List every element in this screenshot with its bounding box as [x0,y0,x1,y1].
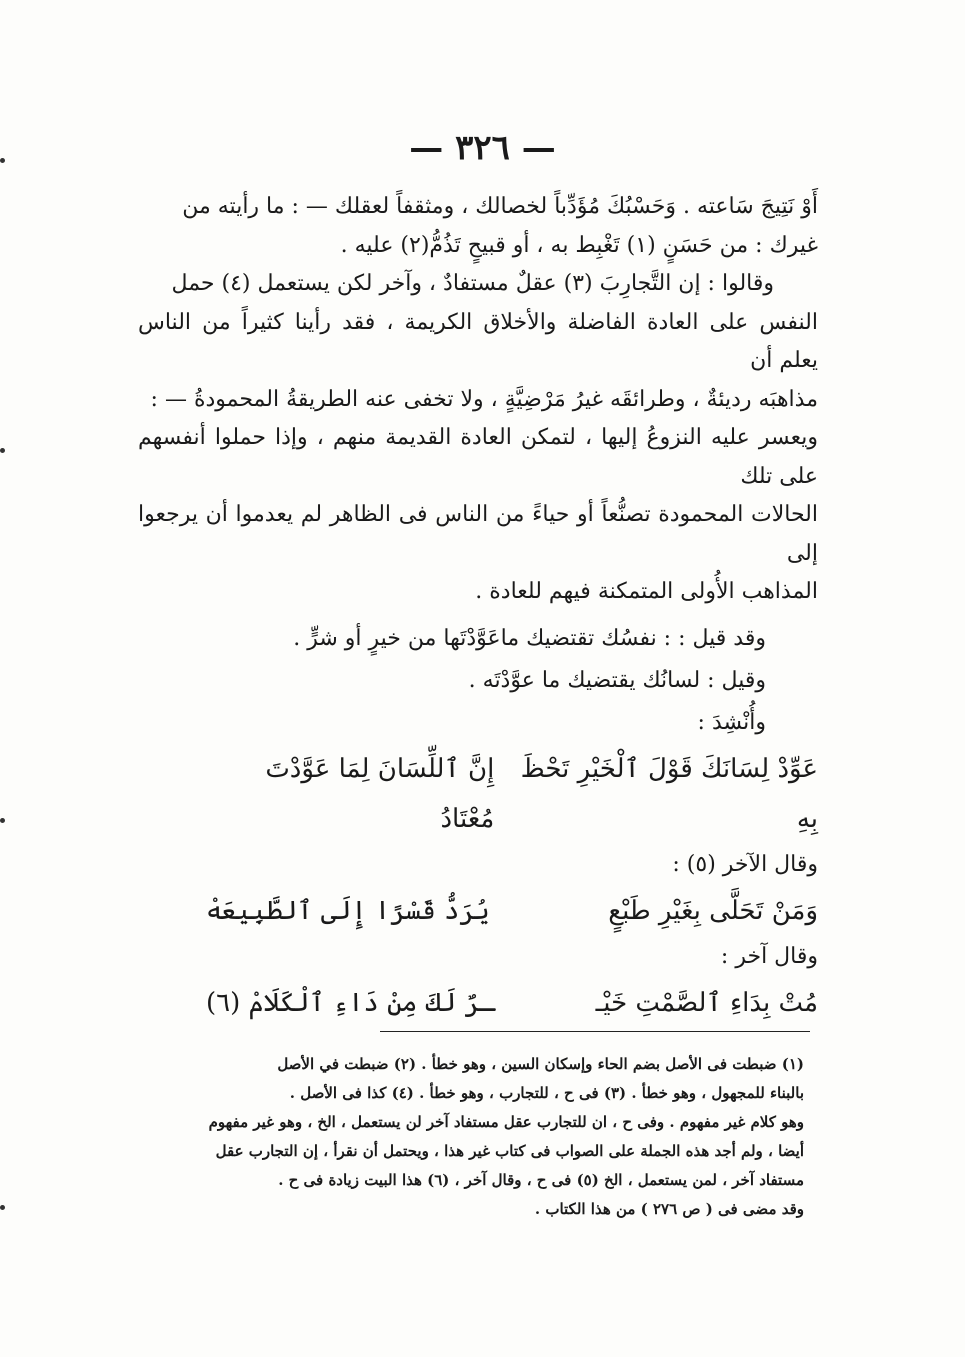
footnote-line: وهو كلام غير مفهوم . وفى ح ، ان للتجارب عقل مستفاد آخر لن يستعمل ، الخ ، وهو غير مفهوم [208,1113,804,1131]
page-number: — ٣٢٦ — [409,128,556,168]
saying-line: وقيل : لسانُك يقتضيك ما عوَّدْتَه . [468,668,766,693]
verse-second-hemistich: يُرَدُّ قَسْرًا إِلَى ٱلطَّبِيعَهْ [206,896,490,926]
text-line: المذاهب الأُولى المتمكنة فيهم للعادة . [475,579,818,604]
main-text [138,188,818,612]
scan-mark [0,448,5,453]
text-line: مذاهبَه رديئةٌ ، وطرائقَه غيرُ مَرْضِيَّةٍ ، ولا تخفى عنه الطريقةُ المحمودةُ — : [150,386,818,412]
saying-line: وقد قيل : : نفسُك تقتضيك ماعَوَّدْتَها من خيرٍ أو شرٍّ . [293,626,766,651]
footnotes [172,1050,804,1224]
text-line: الحالات المحمودة تصنُّعاً أو حياءً من الناس فى الظاهر لم يعدموا أن يرجعوا إلى [138,502,818,566]
verse [206,886,818,936]
text-line: غيرك : من حَسَنٍ (١) تَغْبِط به ، أو قبيحٍ تَذُمُّ(٢) عليه . [340,232,818,258]
verse-first-hemistich: وَمَنْ تَحَلَّى بِغَيْرِ طَبْعٍ [608,896,818,926]
text-line: ويعسر عليه النزوعُ إليها ، لتمكن العادة القديمة منهم ، وإذا حملوا أنفسهم على تلك [138,425,818,489]
footnote-line: (١) ضبطت فى الأصل بضم الحاء وإسكان السين ، وهو خطأ . (٢) ضبطت في الأصل [277,1055,804,1073]
verse-intro: وقال آخر : [720,944,818,969]
verse-second-hemistich: ـرٌ لَكَ مِنْ دَاءِ ٱلْكَلَامْ (٦) [206,988,495,1018]
footnote-divider [380,1031,810,1032]
verse [206,978,818,1028]
verse-intro: وقال الآخر (٥) : [672,852,818,877]
verse-first-hemistich: مُتْ بِدَاءِ ٱلصَّمْتِ خَيْـ [595,988,818,1018]
text-line: وقالوا : إن التَّجارِبَ (٣) عقلٌ مستفادٌ ، وآخر لكن يستعمل (٤) حمل [171,271,774,296]
verse-first-hemistich: عَوِّدْ لِسَانَكَ قَوْلَ ٱلْخَيْرِ تَحْظَ بِهِ [520,754,818,834]
footnote-line: وقد مضى فى ( ص ٢٧٦ ) من هذا الكتاب . [534,1200,804,1218]
text-line: أَوْ نَتِيجَ سَاعته . وَحَسْبُكَ مُؤَدِّباً لخصالك ، ومثقفاً لعقلك — : ما رأيته من [182,194,818,219]
footnote-line: أيضا ، ولم أجد هذه الجملة على الصواب فى كتاب غير هذا ، ويحتمل أن نقرأ ، إن التجارب عقل [215,1142,804,1160]
footnote-line: مستفاد آخر ، لمن يستعمل ، الخ (٥) فى ح ، وقال آخر ، (٦) هذا البيت زيادة فى ح . [278,1171,804,1189]
scan-mark [0,818,5,823]
sayings-and-verses [138,618,818,1028]
text-line: النفس على العادة الفاضلة والأخلاق الكريمة ، فقد رأينا كثيراً من الناس يعلم أن [138,309,818,373]
verse-second-hemistich: إِنَّ ٱللِّسَانَ لِمَا عَوَّدْتَ مُعْتَادُ [265,754,495,834]
scan-mark [0,1205,5,1210]
saying-line: وأُنْشِدَ : [697,710,766,735]
verse [206,744,818,844]
footnote-line: بالبناء للمجهول ، وهو خطأ . (٣) فى ح ، للتجارب ، وهو خطأ . (٤) كذا فى الأصل . [289,1084,804,1102]
